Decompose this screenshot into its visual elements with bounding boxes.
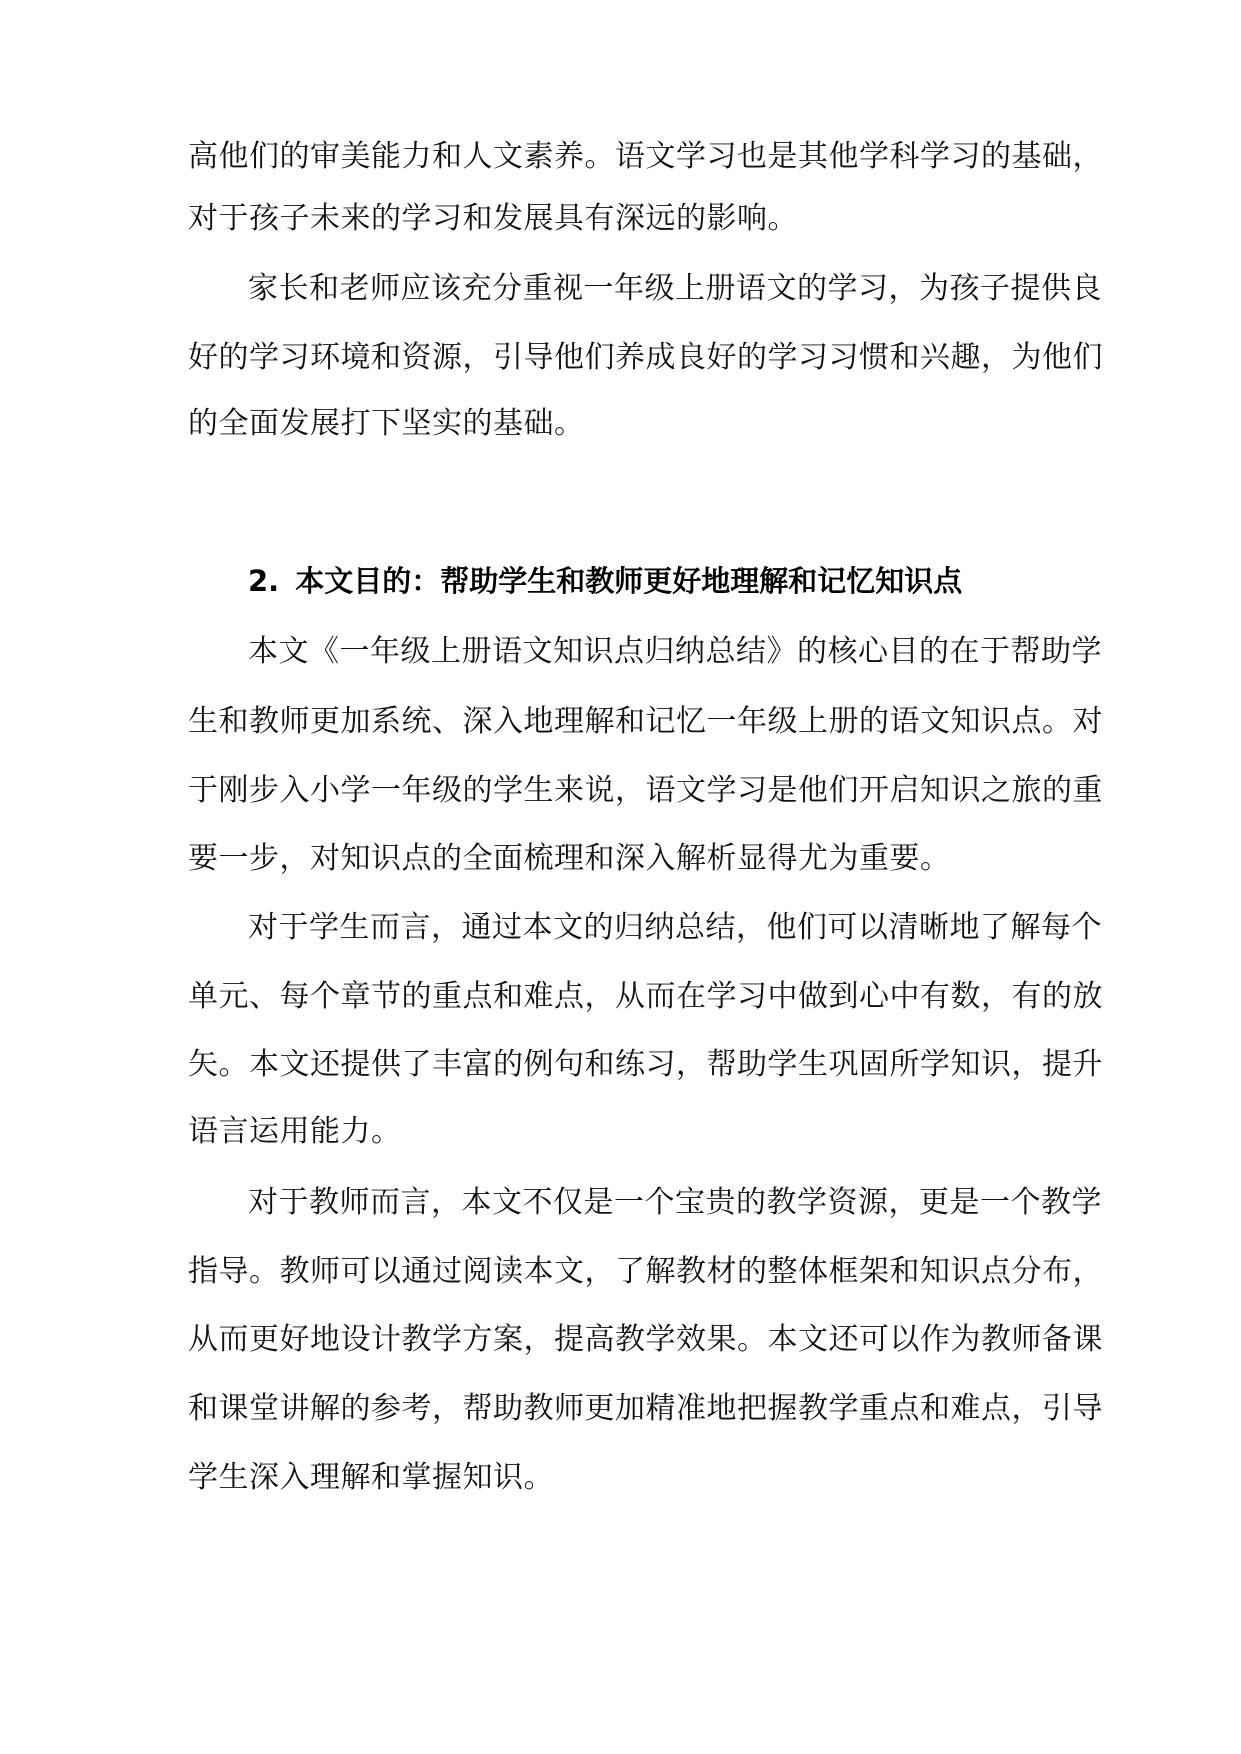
paragraph-5-line-4: 和课堂讲解的参考，帮助教师更加精准地把握教学重点和难点，引导 bbox=[188, 1391, 1103, 1426]
section-heading bbox=[248, 561, 962, 601]
paragraph-4-line-2: 单元、每个章节的重点和难点，从而在学习中做到心中有数，有的放 bbox=[188, 979, 1103, 1014]
paragraph-3-line-3: 于刚步入小学一年级的学生来说，语文学习是他们开启知识之旅的重 bbox=[188, 773, 1103, 808]
paragraph-4-line-1: 对于学生而言，通过本文的归纳总结，他们可以清晰地了解每个 bbox=[248, 910, 1102, 945]
paragraph-5-line-2: 指导。教师可以通过阅读本文，了解教材的整体框架和知识点分布， bbox=[188, 1254, 1103, 1289]
paragraph-3-line-1: 本文《一年级上册语文知识点归纳总结》的核心目的在于帮助学 bbox=[248, 634, 1102, 669]
paragraph-5-line-1: 对于教师而言，本文不仅是一个宝贵的教学资源，更是一个教学 bbox=[248, 1185, 1102, 1220]
section-heading-number: 2. bbox=[248, 564, 280, 598]
paragraph-5-line-5: 学生深入理解和掌握知识。 bbox=[188, 1460, 554, 1495]
paragraph-4-line-3: 矢。本文还提供了丰富的例句和练习，帮助学生巩固所学知识，提升 bbox=[188, 1047, 1103, 1082]
paragraph-3-line-2: 生和教师更加系统、深入地理解和记忆一年级上册的语文知识点。对 bbox=[188, 704, 1103, 739]
paragraph-5-line-3: 从而更好地设计教学方案，提高教学效果。本文还可以作为教师备课 bbox=[188, 1322, 1103, 1357]
paragraph-3-line-4: 要一步，对知识点的全面梳理和深入解析显得尤为重要。 bbox=[188, 841, 951, 876]
paragraph-4-line-4: 语言运用能力。 bbox=[188, 1114, 402, 1149]
paragraph-2-line-1: 家长和老师应该充分重视一年级上册语文的学习，为孩子提供良 bbox=[248, 271, 1102, 306]
paragraph-1-line-1: 高他们的审美能力和人文素养。语文学习也是其他学科学习的基础， bbox=[188, 139, 1103, 174]
paragraph-2-line-2: 好的学习环境和资源，引导他们养成良好的学习习惯和兴趣，为他们 bbox=[188, 340, 1103, 375]
paragraph-1-line-2: 对于孩子未来的学习和发展具有深远的影响。 bbox=[188, 201, 798, 236]
paragraph-2-line-3: 的全面发展打下坚实的基础。 bbox=[188, 406, 585, 441]
section-heading-text: 本文目的：帮助学生和教师更好地理解和记忆知识点 bbox=[295, 564, 963, 598]
